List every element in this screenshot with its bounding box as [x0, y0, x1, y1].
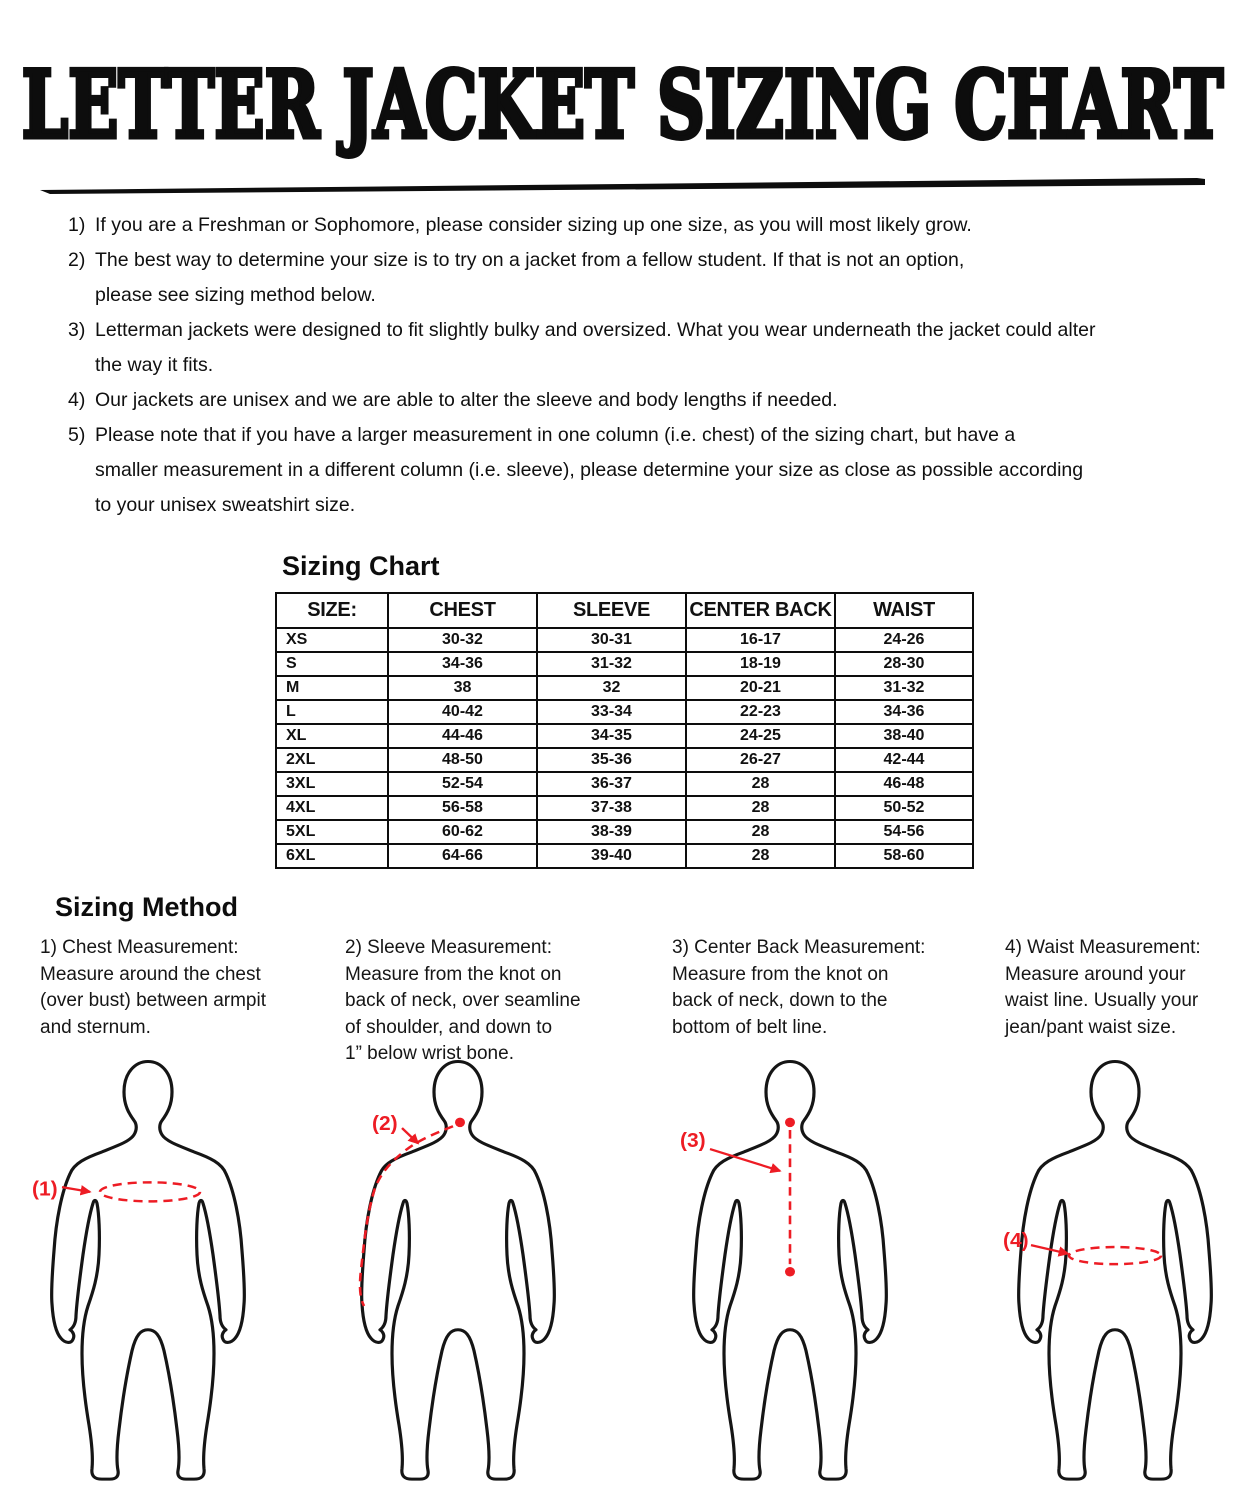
measurement-cell: 44-46	[388, 724, 537, 748]
measurement-cell: 31-32	[835, 676, 973, 700]
belt-line-dot	[785, 1267, 795, 1277]
note-line: to your unisex sweatshirt size.	[95, 494, 356, 516]
sizing-chart-heading: Sizing Chart	[282, 551, 440, 581]
note-number: 5)	[68, 424, 86, 446]
measurement-cell: 31-32	[537, 652, 686, 676]
note-text	[95, 243, 1223, 313]
measurement-cell: 18-19	[686, 652, 835, 676]
note-number: 4)	[68, 389, 86, 411]
table-row	[276, 772, 973, 796]
note-line: Our jackets are unisex and we are able to alter the sleeve and body lengths if needed.	[95, 389, 838, 411]
sizing-method-heading: Sizing Method	[55, 892, 238, 922]
method-line: and sternum.	[40, 1016, 151, 1038]
measurement-cell: 26-27	[686, 748, 835, 772]
note-number: 2)	[68, 249, 86, 271]
measurement-cell: 28	[686, 820, 835, 844]
measurement-cell: 52-54	[388, 772, 537, 796]
size-cell: XL	[276, 724, 388, 748]
column-header: CHEST	[388, 593, 537, 628]
note-item	[68, 243, 1223, 313]
sizing-chart-table	[275, 592, 974, 869]
measurement-cell: 46-48	[835, 772, 973, 796]
note-line: Please note that if you have a larger measurement in one column (i.e. chest) of the sizing chart, but have a	[95, 424, 1016, 446]
measurement-cell: 24-26	[835, 628, 973, 652]
measurement-cell: 50-52	[835, 796, 973, 820]
size-cell: 3XL	[276, 772, 388, 796]
method-line: back of neck, over seamline	[345, 990, 581, 1011]
label-arrow	[402, 1128, 418, 1143]
method-description	[672, 935, 972, 1041]
measurement-cell: 34-36	[835, 700, 973, 724]
method-line: Measure from the knot on	[345, 963, 562, 985]
notes-list	[68, 208, 1223, 523]
measurement-cell: 28-30	[835, 652, 973, 676]
measurement-cell: 20-21	[686, 676, 835, 700]
table-row	[276, 676, 973, 700]
method-line: (over bust) between armpit	[40, 990, 266, 1011]
measurement-cell: 64-66	[388, 844, 537, 868]
measurement-cell: 34-35	[537, 724, 686, 748]
column-header: SLEEVE	[537, 593, 686, 628]
table-row	[276, 628, 973, 652]
method-line: of shoulder, and down to	[345, 1016, 553, 1038]
figure-center-back-measurement	[640, 1052, 940, 1482]
figure-label: (3)	[680, 1129, 706, 1153]
size-cell: 4XL	[276, 796, 388, 820]
measurement-cell: 30-32	[388, 628, 537, 652]
size-table-header-row	[276, 593, 973, 628]
measurement-cell: 36-37	[537, 772, 686, 796]
measurement-cell: 24-25	[686, 724, 835, 748]
measurement-cell: 28	[686, 796, 835, 820]
table-row	[276, 748, 973, 772]
method-line: 1” below wrist bone.	[345, 1043, 514, 1064]
size-table-body	[276, 628, 973, 868]
method-line: 4) Waist Measurement:	[1005, 937, 1201, 958]
note-line: The best way to determine your size is to try on a jacket from a fellow student. If that is not an option,	[95, 249, 965, 271]
method-line: 1) Chest Measurement:	[40, 937, 239, 958]
method-description	[345, 935, 645, 1068]
table-row	[276, 844, 973, 868]
measurement-cell: 56-58	[388, 796, 537, 820]
column-header: CENTER BACK	[686, 593, 835, 628]
table-row	[276, 796, 973, 820]
measurement-cell: 37-38	[537, 796, 686, 820]
size-cell: S	[276, 652, 388, 676]
method-line: Measure around your	[1005, 963, 1186, 985]
note-text	[95, 208, 1223, 243]
size-cell: L	[276, 700, 388, 724]
measurement-cell: 60-62	[388, 820, 537, 844]
column-header: WAIST	[835, 593, 973, 628]
measurement-cell: 39-40	[537, 844, 686, 868]
figure-sleeve-measurement	[308, 1052, 608, 1482]
method-line: waist line. Usually your	[1005, 990, 1199, 1011]
table-row	[276, 652, 973, 676]
measurement-cell: 34-36	[388, 652, 537, 676]
figure-label: (4)	[1003, 1229, 1029, 1252]
size-cell: XS	[276, 628, 388, 652]
table-row	[276, 820, 973, 844]
note-item	[68, 418, 1223, 523]
measurement-cell: 38-40	[835, 724, 973, 748]
method-line: Measure from the knot on	[672, 963, 889, 985]
note-line: smaller measurement in a different column (i.e. sleeve), please determine your size as close as possible according	[95, 459, 1084, 481]
note-text	[95, 313, 1223, 383]
measurement-cell: 38	[388, 676, 537, 700]
note-line: If you are a Freshman or Sophomore, please consider sizing up one size, as you will most likely grow.	[95, 214, 972, 236]
measurement-cell: 28	[686, 844, 835, 868]
figure-label: (2)	[372, 1112, 398, 1135]
measurement-cell: 58-60	[835, 844, 973, 868]
figure-chest-measurement	[0, 1052, 298, 1482]
measurement-cell: 33-34	[537, 700, 686, 724]
note-line: please see sizing method below.	[95, 284, 376, 306]
measurement-cell: 38-39	[537, 820, 686, 844]
body-silhouette	[52, 1062, 245, 1480]
method-line: Measure around the chest	[40, 963, 261, 985]
table-row	[276, 724, 973, 748]
column-header: SIZE:	[276, 593, 388, 628]
measurement-cell: 22-23	[686, 700, 835, 724]
measurement-cell: 54-56	[835, 820, 973, 844]
note-number: 1)	[68, 214, 86, 236]
note-line: the way it fits.	[95, 354, 214, 376]
size-cell: 6XL	[276, 844, 388, 868]
note-number: 3)	[68, 319, 86, 341]
page-title: LETTER JACKET SIZING CHART	[21, 50, 1224, 160]
note-item	[68, 383, 1223, 418]
measurement-cell: 28	[686, 772, 835, 796]
neck-knot-dot	[785, 1118, 795, 1128]
measurement-cell: 35-36	[537, 748, 686, 772]
method-description	[40, 935, 340, 1041]
measurement-cell: 40-42	[388, 700, 537, 724]
size-cell: M	[276, 676, 388, 700]
title-divider-rule	[40, 178, 1205, 194]
method-line: 2) Sleeve Measurement:	[345, 937, 552, 958]
note-item	[68, 313, 1223, 383]
measurement-cell: 32	[537, 676, 686, 700]
size-cell: 5XL	[276, 820, 388, 844]
method-line: 3) Center Back Measurement:	[672, 937, 926, 958]
method-line: back of neck, down to the	[672, 990, 888, 1011]
method-line: bottom of belt line.	[672, 1016, 828, 1038]
note-item	[68, 208, 1223, 243]
measurement-cell: 48-50	[388, 748, 537, 772]
note-line: Letterman jackets were designed to fit slightly bulky and oversized. What you wear underneath the jacket could alter	[95, 319, 1096, 341]
measurement-cell: 16-17	[686, 628, 835, 652]
figure-waist-measurement	[965, 1052, 1245, 1482]
body-silhouette	[1019, 1062, 1212, 1480]
size-cell: 2XL	[276, 748, 388, 772]
table-row	[276, 700, 973, 724]
neck-knot-dot	[455, 1118, 465, 1128]
method-line: jean/pant waist size.	[1005, 1016, 1177, 1038]
measurement-cell: 30-31	[537, 628, 686, 652]
figure-label: (1)	[32, 1178, 58, 1201]
note-text	[95, 383, 1223, 418]
note-text	[95, 418, 1223, 523]
measurement-cell: 42-44	[835, 748, 973, 772]
method-description	[1005, 935, 1245, 1041]
